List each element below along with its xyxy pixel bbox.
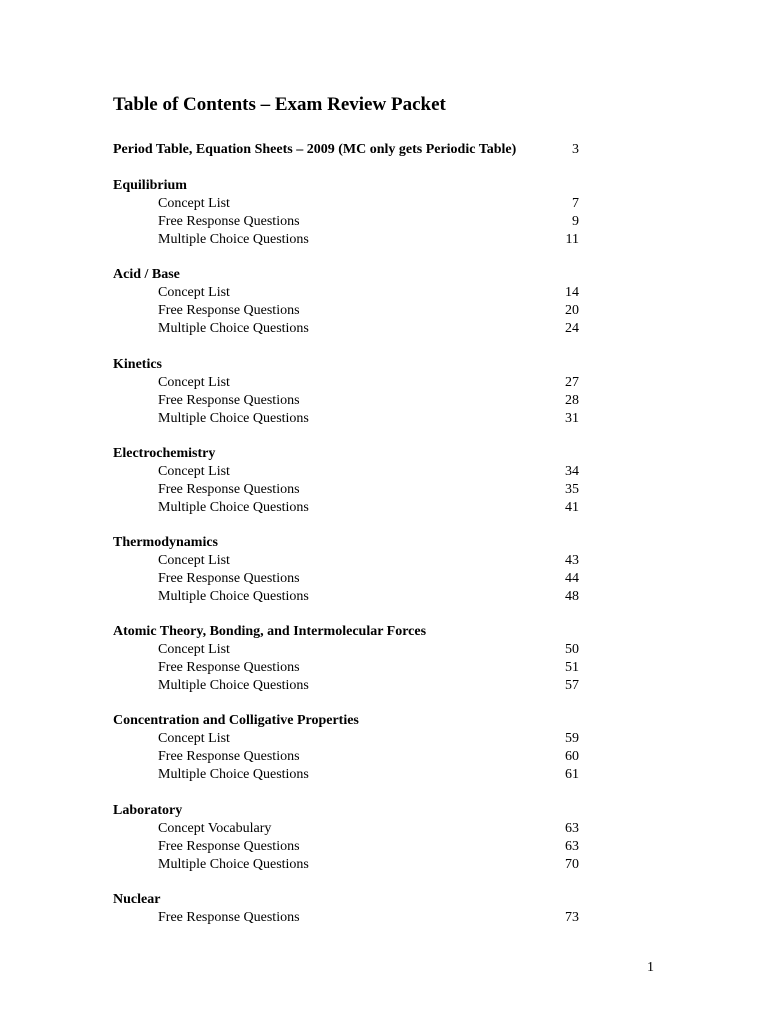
section-heading: Equilibrium	[113, 178, 187, 193]
entry-page: 59	[565, 731, 579, 746]
toc-entry	[113, 588, 579, 606]
entry-page: 28	[565, 393, 579, 408]
entry-label: Free Response Questions	[158, 571, 300, 586]
entry-label: Multiple Choice Questions	[158, 678, 309, 693]
entry-label: Multiple Choice Questions	[158, 321, 309, 336]
page-title: Table of Contents – Exam Review Packet	[113, 94, 446, 115]
toc-entry	[113, 463, 579, 481]
entry-page: 9	[572, 214, 579, 229]
entry-label: Concept List	[158, 375, 230, 390]
toc-section-thermodynamics	[113, 534, 579, 606]
entry-label: Multiple Choice Questions	[158, 500, 309, 515]
section-heading: Laboratory	[113, 803, 183, 818]
entry-page: 31	[565, 411, 579, 426]
entry-page: 14	[565, 285, 579, 300]
toc-entry	[113, 392, 579, 410]
toc-section-nuclear	[113, 891, 579, 927]
entry-label: Free Response Questions	[158, 839, 300, 854]
entry-label: Multiple Choice Questions	[158, 232, 309, 247]
toc-entry	[113, 748, 579, 766]
toc-entry	[113, 552, 579, 570]
entry-label: Concept List	[158, 285, 230, 300]
entry-page: 35	[565, 482, 579, 497]
section-heading: Concentration and Colligative Properties	[113, 713, 359, 728]
toc-entry	[113, 284, 579, 302]
toc-entry	[113, 195, 579, 213]
entry-label: Free Response Questions	[158, 660, 300, 675]
toc-section-atomic-theory	[113, 623, 579, 695]
entry-page: 57	[565, 678, 579, 693]
entry-page: 73	[565, 910, 579, 925]
toc-entry	[113, 499, 579, 517]
toc-entry	[113, 410, 579, 428]
toc-section-kinetics	[113, 356, 579, 428]
toc-section-concentration	[113, 712, 579, 784]
entry-label: Free Response Questions	[158, 303, 300, 318]
entry-page: 70	[565, 857, 579, 872]
toc-entry	[113, 213, 579, 231]
toc-intro-page: 3	[572, 142, 579, 157]
entry-label: Concept List	[158, 464, 230, 479]
toc-entry	[113, 838, 579, 856]
toc-entry	[113, 481, 579, 499]
section-heading: Atomic Theory, Bonding, and Intermolecular Forces	[113, 624, 427, 639]
section-heading: Electrochemistry	[113, 446, 216, 461]
toc-entry	[113, 677, 579, 695]
toc-entry	[113, 320, 579, 338]
section-heading: Kinetics	[113, 357, 162, 372]
entry-label: Multiple Choice Questions	[158, 767, 309, 782]
toc-entry	[113, 766, 579, 784]
toc-entry	[113, 909, 579, 927]
entry-label: Concept List	[158, 731, 230, 746]
toc-entry	[113, 820, 579, 838]
toc-entry	[113, 856, 579, 874]
entry-page: 43	[565, 553, 579, 568]
entry-page: 7	[572, 196, 579, 211]
entry-label: Concept List	[158, 642, 230, 657]
entry-page: 34	[565, 464, 579, 479]
footer-page-number: 1	[647, 960, 654, 975]
entry-page: 11	[565, 232, 579, 247]
entry-label: Concept Vocabulary	[158, 821, 272, 836]
toc-entry	[113, 302, 579, 320]
entry-page: 63	[565, 839, 579, 854]
toc-entry	[113, 570, 579, 588]
entry-page: 61	[565, 767, 579, 782]
entry-label: Free Response Questions	[158, 482, 300, 497]
entry-label: Concept List	[158, 553, 230, 568]
toc-intro-label: Period Table, Equation Sheets – 2009 (MC only gets Periodic Table)	[113, 142, 517, 157]
entry-label: Free Response Questions	[158, 910, 300, 925]
entry-page: 60	[565, 749, 579, 764]
toc-section-equilibrium	[113, 177, 579, 249]
entry-page: 51	[565, 660, 579, 675]
toc-entry	[113, 374, 579, 392]
entry-label: Free Response Questions	[158, 214, 300, 229]
entry-page: 27	[565, 375, 579, 390]
toc-entry	[113, 231, 579, 249]
entry-page: 20	[565, 303, 579, 318]
toc-entry	[113, 659, 579, 677]
toc-entry	[113, 730, 579, 748]
section-heading: Acid / Base	[113, 267, 180, 282]
toc-intro-row	[113, 142, 579, 160]
entry-page: 44	[565, 571, 579, 586]
entry-label: Multiple Choice Questions	[158, 857, 309, 872]
entry-label: Multiple Choice Questions	[158, 411, 309, 426]
entry-page: 24	[565, 321, 579, 336]
entry-page: 63	[565, 821, 579, 836]
toc-section-electrochemistry	[113, 445, 579, 517]
toc-section-laboratory	[113, 802, 579, 874]
section-heading: Thermodynamics	[113, 535, 218, 550]
toc-section-acid-base	[113, 266, 579, 338]
entry-label: Concept List	[158, 196, 230, 211]
section-heading: Nuclear	[113, 892, 161, 907]
entry-page: 48	[565, 589, 579, 604]
entry-page: 41	[565, 500, 579, 515]
entry-label: Free Response Questions	[158, 393, 300, 408]
entry-label: Multiple Choice Questions	[158, 589, 309, 604]
entry-label: Free Response Questions	[158, 749, 300, 764]
entry-page: 50	[565, 642, 579, 657]
toc-entry	[113, 641, 579, 659]
